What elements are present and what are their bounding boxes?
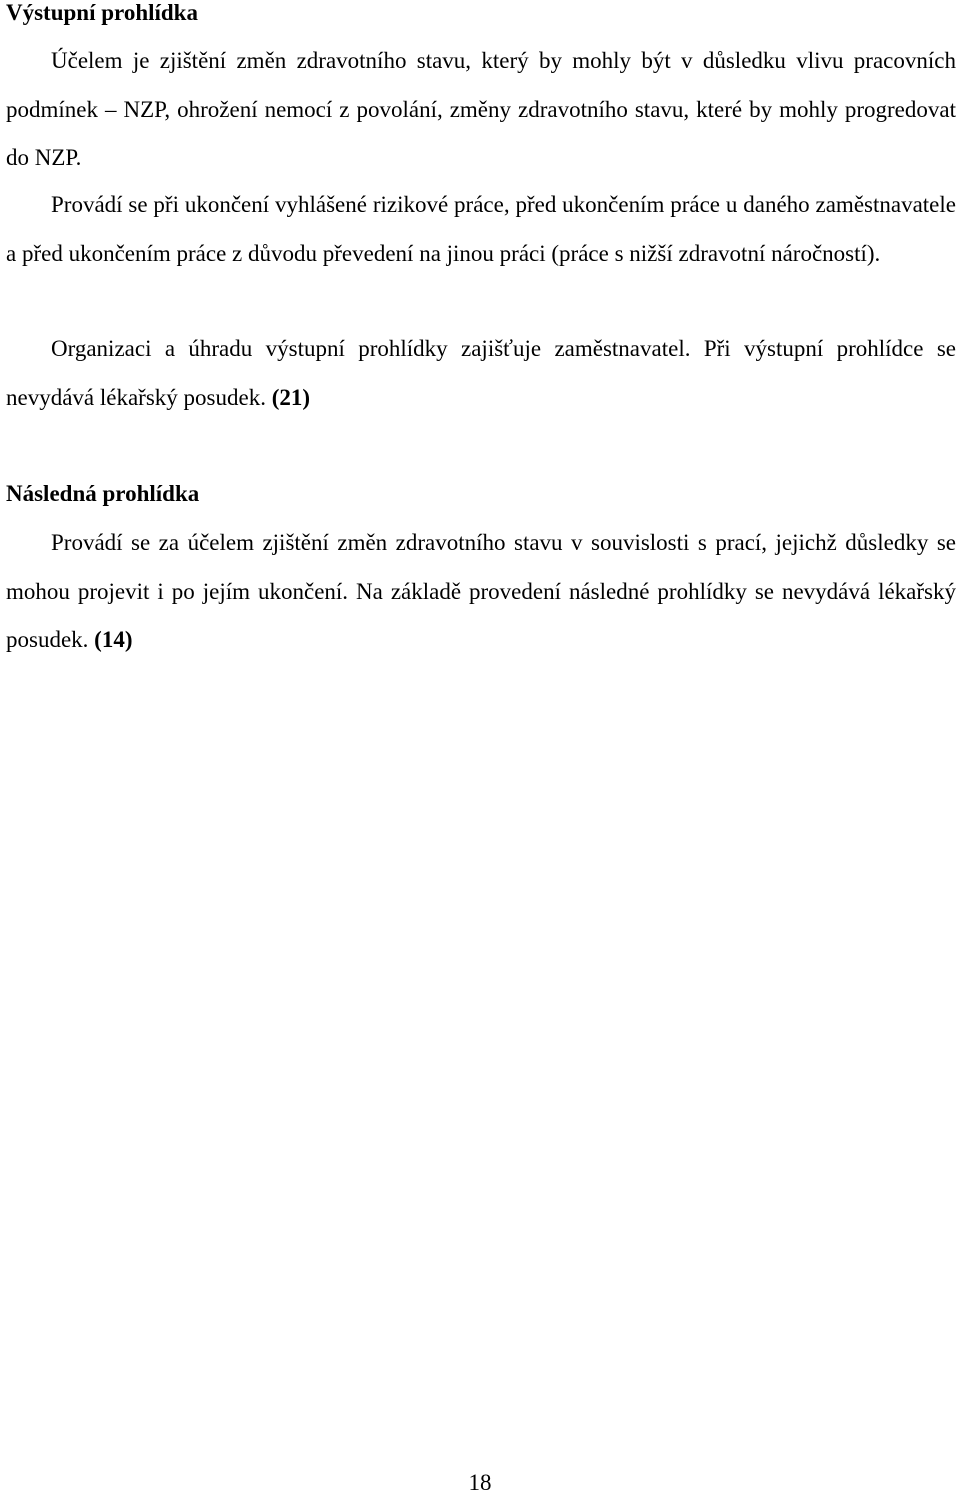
citation-reference: (14) bbox=[94, 627, 133, 652]
paragraph bbox=[6, 181, 956, 278]
paragraph bbox=[6, 325, 956, 422]
page-number: 18 bbox=[468, 1470, 492, 1495]
section-heading-vystupni: Výstupní prohlídka bbox=[6, 0, 198, 25]
paragraph-text: Účelem je zjištění změn zdravotního stavu, který by mohly být v důsledku vlivu pracovních podmínek – NZP, ohrožení nemocí z povolání, změny zdravotního stavu, které by mohly progredovat do NZP. bbox=[6, 48, 956, 170]
citation-reference: (21) bbox=[271, 384, 311, 410]
paragraph bbox=[6, 37, 956, 183]
paragraph-text: Organizaci a úhradu výstupní prohlídky zajišťuje zaměstnavatel. Při výstupní prohlídce se nevydává lékařský posudek. bbox=[6, 336, 956, 410]
paragraph bbox=[6, 519, 956, 665]
paragraph-text: Provádí se při ukončení vyhlášené rizikové práce, před ukončením práce u daného zaměstnavatele a před ukončením práce z důvodu převedení na jinou práci (práce s nižší zdravotní náročností). bbox=[6, 192, 956, 266]
paragraph-text: Provádí se za účelem zjištění změn zdravotního stavu v souvislosti s prací, jejichž důsledky se mohou projevit i po jejím ukončení. Na základě provedení následné prohlídky se nevydává lékařský posudek. bbox=[6, 530, 956, 652]
section-heading-nasledna: Následná prohlídka bbox=[6, 481, 200, 506]
